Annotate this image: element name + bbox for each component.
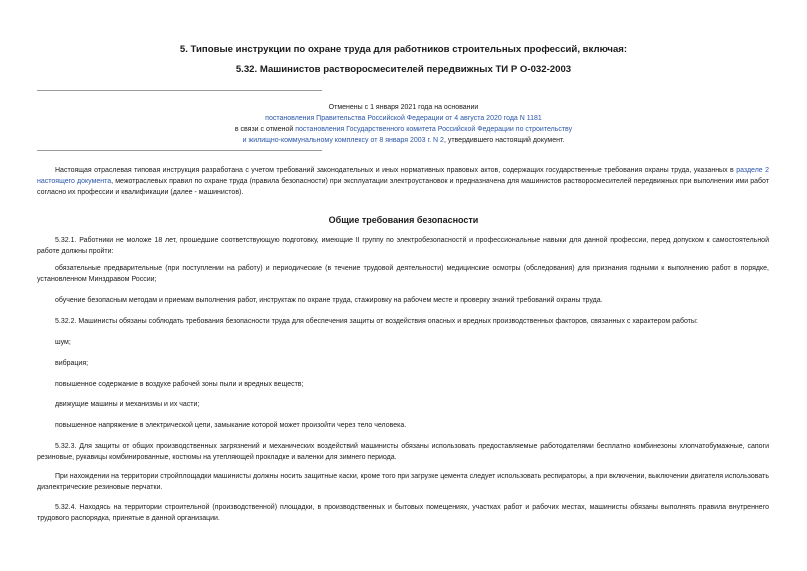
notice-text: , утвердившего настоящий документ. [443, 137, 565, 144]
list-item: вибрация; [55, 360, 89, 367]
section-title: Общие требования безопасности [328, 215, 479, 225]
list-item: шум; [55, 339, 71, 346]
notice-line: Отменены с 1 января 2021 года на основании [328, 104, 479, 111]
paragraph-5-32-2: 5.32.2. Машинисты обязаны соблюдать требования безопасности труда для обеспечения защиты от воздействия опасных и вредных производственных факторов, связанных с характером работы: [55, 318, 698, 325]
intro-paragraph: Настоящая отраслевая типовая инструкция разработана с учетом требований законодательных и иных нормативных правовых актов, содержащих государственные требования охраны труда, указанных в разделе 2 настоящего документа, межотраслевых правил по охране труда (правила безопасности) при эксплуатации электроустановок и предназначена для машинистов растворосмесителей передвижных при выполнении ими работ согласно их профессии и квалификации (далее - машинистов). [37, 167, 770, 196]
notice-top-divider [37, 90, 322, 91]
gosstroy-decree-link[interactable]: постановления Государственного комитета Российской Федерации по строительству [295, 126, 573, 133]
paragraph-5-32-3: 5.32.3. Для защиты от общих производственных загрязнений и механических воздействий машинисты обязаны использовать предоставляемые работодателями бесплатно комбинезоны хлопчатобумажные, сапоги резиновые, рукавицы комбинированные, костюмы на утепляющей прокладке и валенки для зимнего периода. [37, 443, 769, 461]
document-subtitle: 5.32. Машинистов растворосмесителей передвижных ТИ Р О-032-2003 [235, 64, 572, 75]
notice-bottom-divider [37, 150, 322, 151]
notice-text: в связи с отменой [234, 126, 296, 133]
list-item: обязательные предварительные (при поступлении на работу) и периодические (в течение трудовой деятельности) медицинские осмотры (обследования) для признания годными к выполнению работ в порядке, установленном Минздравом России; [37, 265, 769, 283]
gosstroy-decree-link-cont[interactable]: и жилищно-коммунальному комплексу от 8 января 2003 г. N 2 [242, 137, 444, 144]
list-item: повышенное содержание в воздухе рабочей зоны пыли и вредных веществ; [55, 381, 304, 388]
list-item: движущие машины и механизмы и их части; [55, 401, 200, 408]
paragraph-5-32-4: 5.32.4. Находясь на территории строительной (производственной) площадки, в производственных и бытовых помещениях, участках работ и рабочих местах, машинисты обязаны выполнять правила внутреннего трудового распорядка, принятые в данной организации. [37, 504, 769, 522]
cancellation-notice [0, 102, 807, 146]
paragraph-5-32-1: 5.32.1. Работники не моложе 18 лет, прошедшие соответствующую подготовку, имеющие II группу по электробезопасностй и профессиональные навыки для данной профессии, перед допуском к самостоятельной работе должны пройти: [37, 237, 769, 255]
ppe-paragraph: При нахождении на территории стройплощадки машинисты должны носить защитные каски, кроме того при загрузке цемента следует использовать респираторы, а при включении, выключении двигателя использовать диэлектрические резиновые перчатки. [37, 473, 769, 491]
government-decree-link[interactable]: постановления Правительства Российской Федерации от 4 августа 2020 года N 1181 [265, 115, 542, 122]
document-title: 5. Типовые инструкции по охране труда для работников строительных профессий, включая: [179, 44, 628, 55]
list-item: обучение безопасным методам и приемам выполнения работ, инструктаж по охране труда, стажировку на рабочем месте и проверку знаний требований охраны труда. [55, 297, 603, 304]
section-2-link[interactable]: разделе 2 настоящего документа [37, 167, 770, 185]
list-item: повышенное напряжение в электрической цепи, замыкание которой может произойти через тело человека. [55, 422, 407, 429]
